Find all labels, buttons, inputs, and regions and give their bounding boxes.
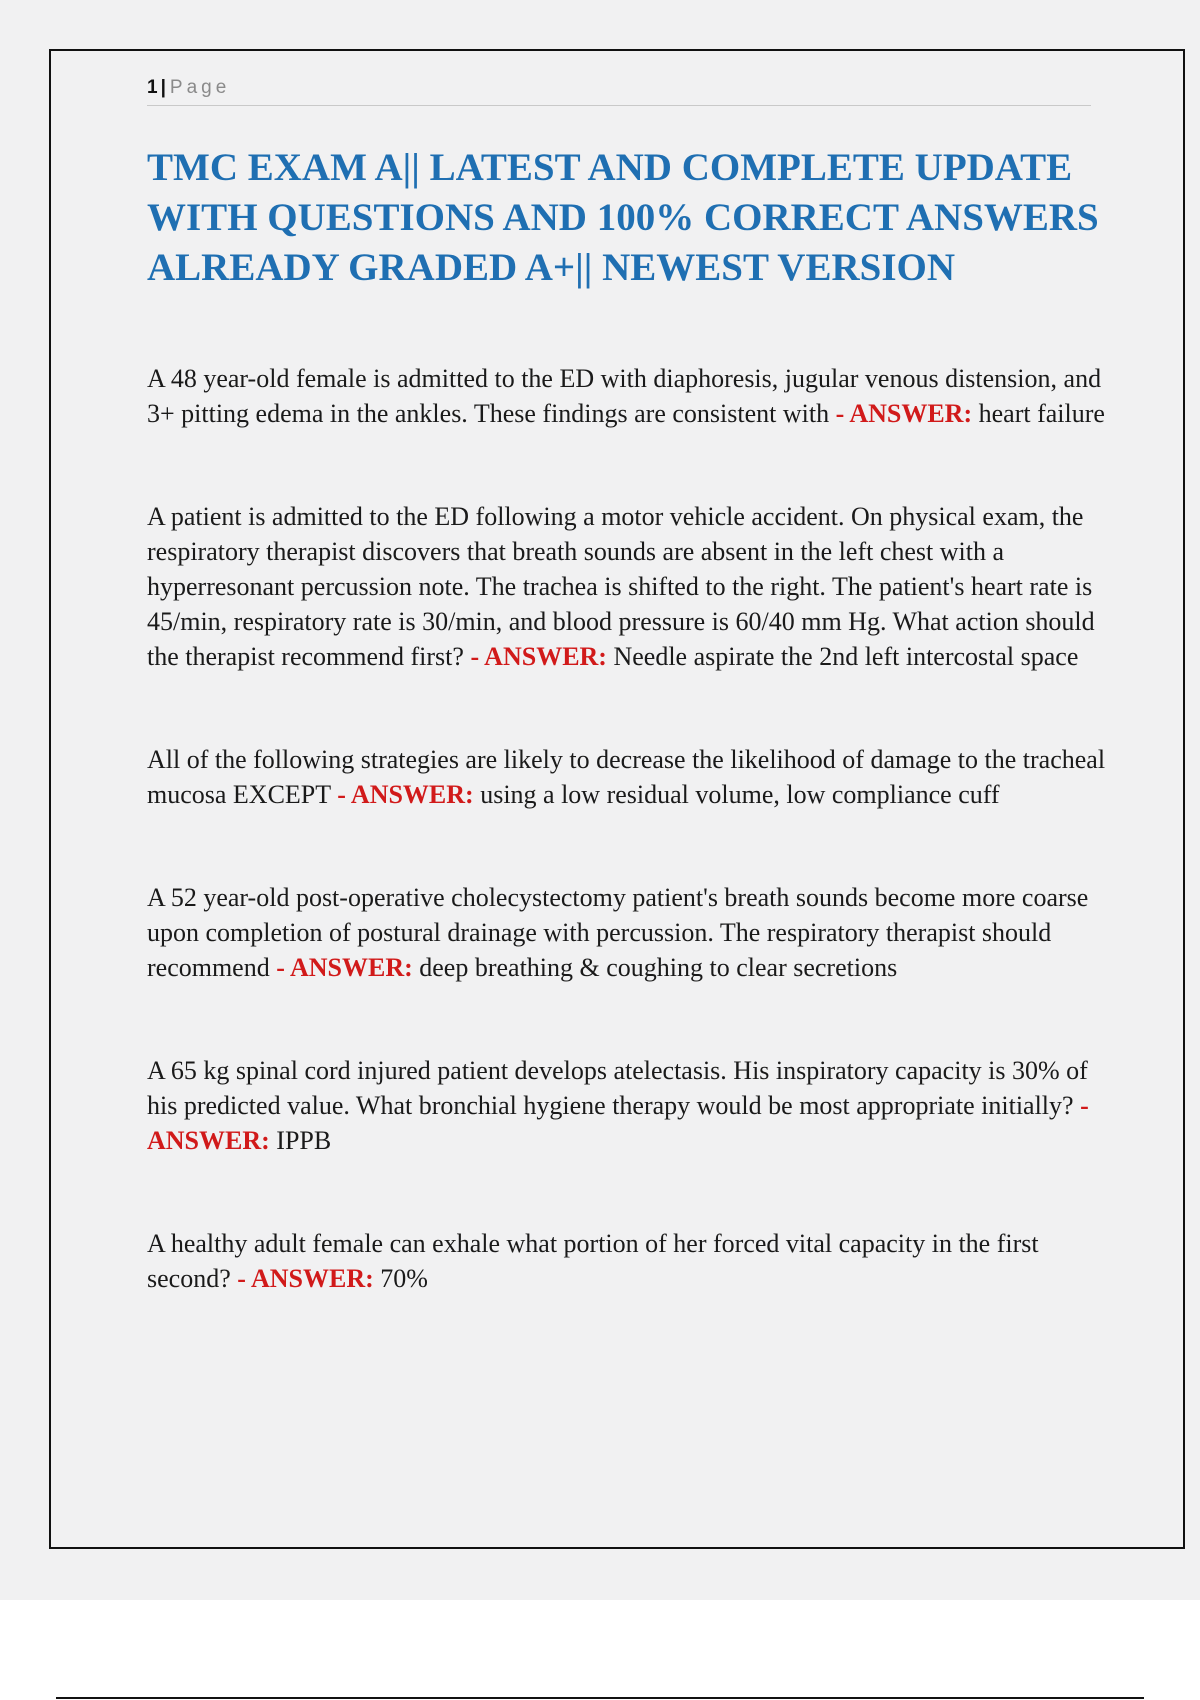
answer-text: IPPB bbox=[276, 1126, 332, 1155]
qa-item bbox=[147, 1226, 1107, 1296]
qa-item bbox=[147, 1053, 1107, 1158]
question-text: All of the following strategies are likely to decrease the likelihood of damage to the tracheal mucosa EXCEPT bbox=[147, 745, 1106, 809]
answer-text: using a low residual volume, low compliance cuff bbox=[480, 780, 1000, 809]
question-text: A patient is admitted to the ED following a motor vehicle accident. On physical exam, the respiratory therapist discovers that breath sounds are absent in the left chest with a hyperresonant percussion note. The trachea is shifted to the right. The patient's heart rate is 45/min, respiratory rate is 30/min, and blood pressure is 60/40 mm Hg. What action should the therapist recommend first? bbox=[147, 502, 1095, 671]
answer-text: heart failure bbox=[978, 399, 1105, 428]
question-text: A 65 kg spinal cord injured patient develops atelectasis. His inspiratory capacity is 30% of his predicted value. What bronchial hygiene therapy would be most appropriate initially? bbox=[147, 1056, 1088, 1120]
page-label: Page bbox=[169, 77, 231, 98]
answer-label: - ANSWER: bbox=[470, 642, 607, 671]
document-page bbox=[49, 49, 1185, 1549]
qa-item bbox=[147, 742, 1107, 812]
answer-text: Needle aspirate the 2nd left intercostal space bbox=[613, 642, 1079, 671]
question-text: A healthy adult female can exhale what portion of her forced vital capacity in the first second? bbox=[147, 1229, 1039, 1293]
answer-text: 70% bbox=[380, 1264, 428, 1293]
page-number: 1 bbox=[147, 77, 158, 98]
page-header bbox=[147, 75, 1091, 106]
answer-text: deep breathing & coughing to clear secretions bbox=[419, 953, 898, 982]
qa-list bbox=[147, 361, 1107, 1296]
document-title: TMC EXAM A|| LATEST AND COMPLETE UPDATE WITH QUESTIONS AND 100% CORRECT ANSWERS ALREADY GRADED A+|| NEWEST VERSION bbox=[147, 146, 1099, 289]
answer-label: - ANSWER: bbox=[337, 780, 474, 809]
question-text: A 52 year-old post-operative cholecystectomy patient's breath sounds become more coarse upon completion of postural drainage with percussion. The respiratory therapist should recommend bbox=[147, 883, 1089, 982]
qa-item bbox=[147, 361, 1107, 431]
question-text: A 48 year-old female is admitted to the ED with diaphoresis, jugular venous distension, and 3+ pitting edema in the ankles. These findings are consistent with bbox=[147, 364, 1102, 428]
qa-item bbox=[147, 499, 1107, 674]
answer-label: - ANSWER: bbox=[835, 399, 973, 428]
answer-label: - ANSWER: bbox=[276, 953, 413, 982]
next-page-top-rule bbox=[56, 1697, 1144, 1699]
page-header-separator: | bbox=[160, 77, 166, 98]
answer-label: - ANSWER: bbox=[237, 1264, 374, 1293]
qa-item bbox=[147, 880, 1107, 985]
answer-label: - ANSWER: bbox=[147, 1091, 1089, 1155]
